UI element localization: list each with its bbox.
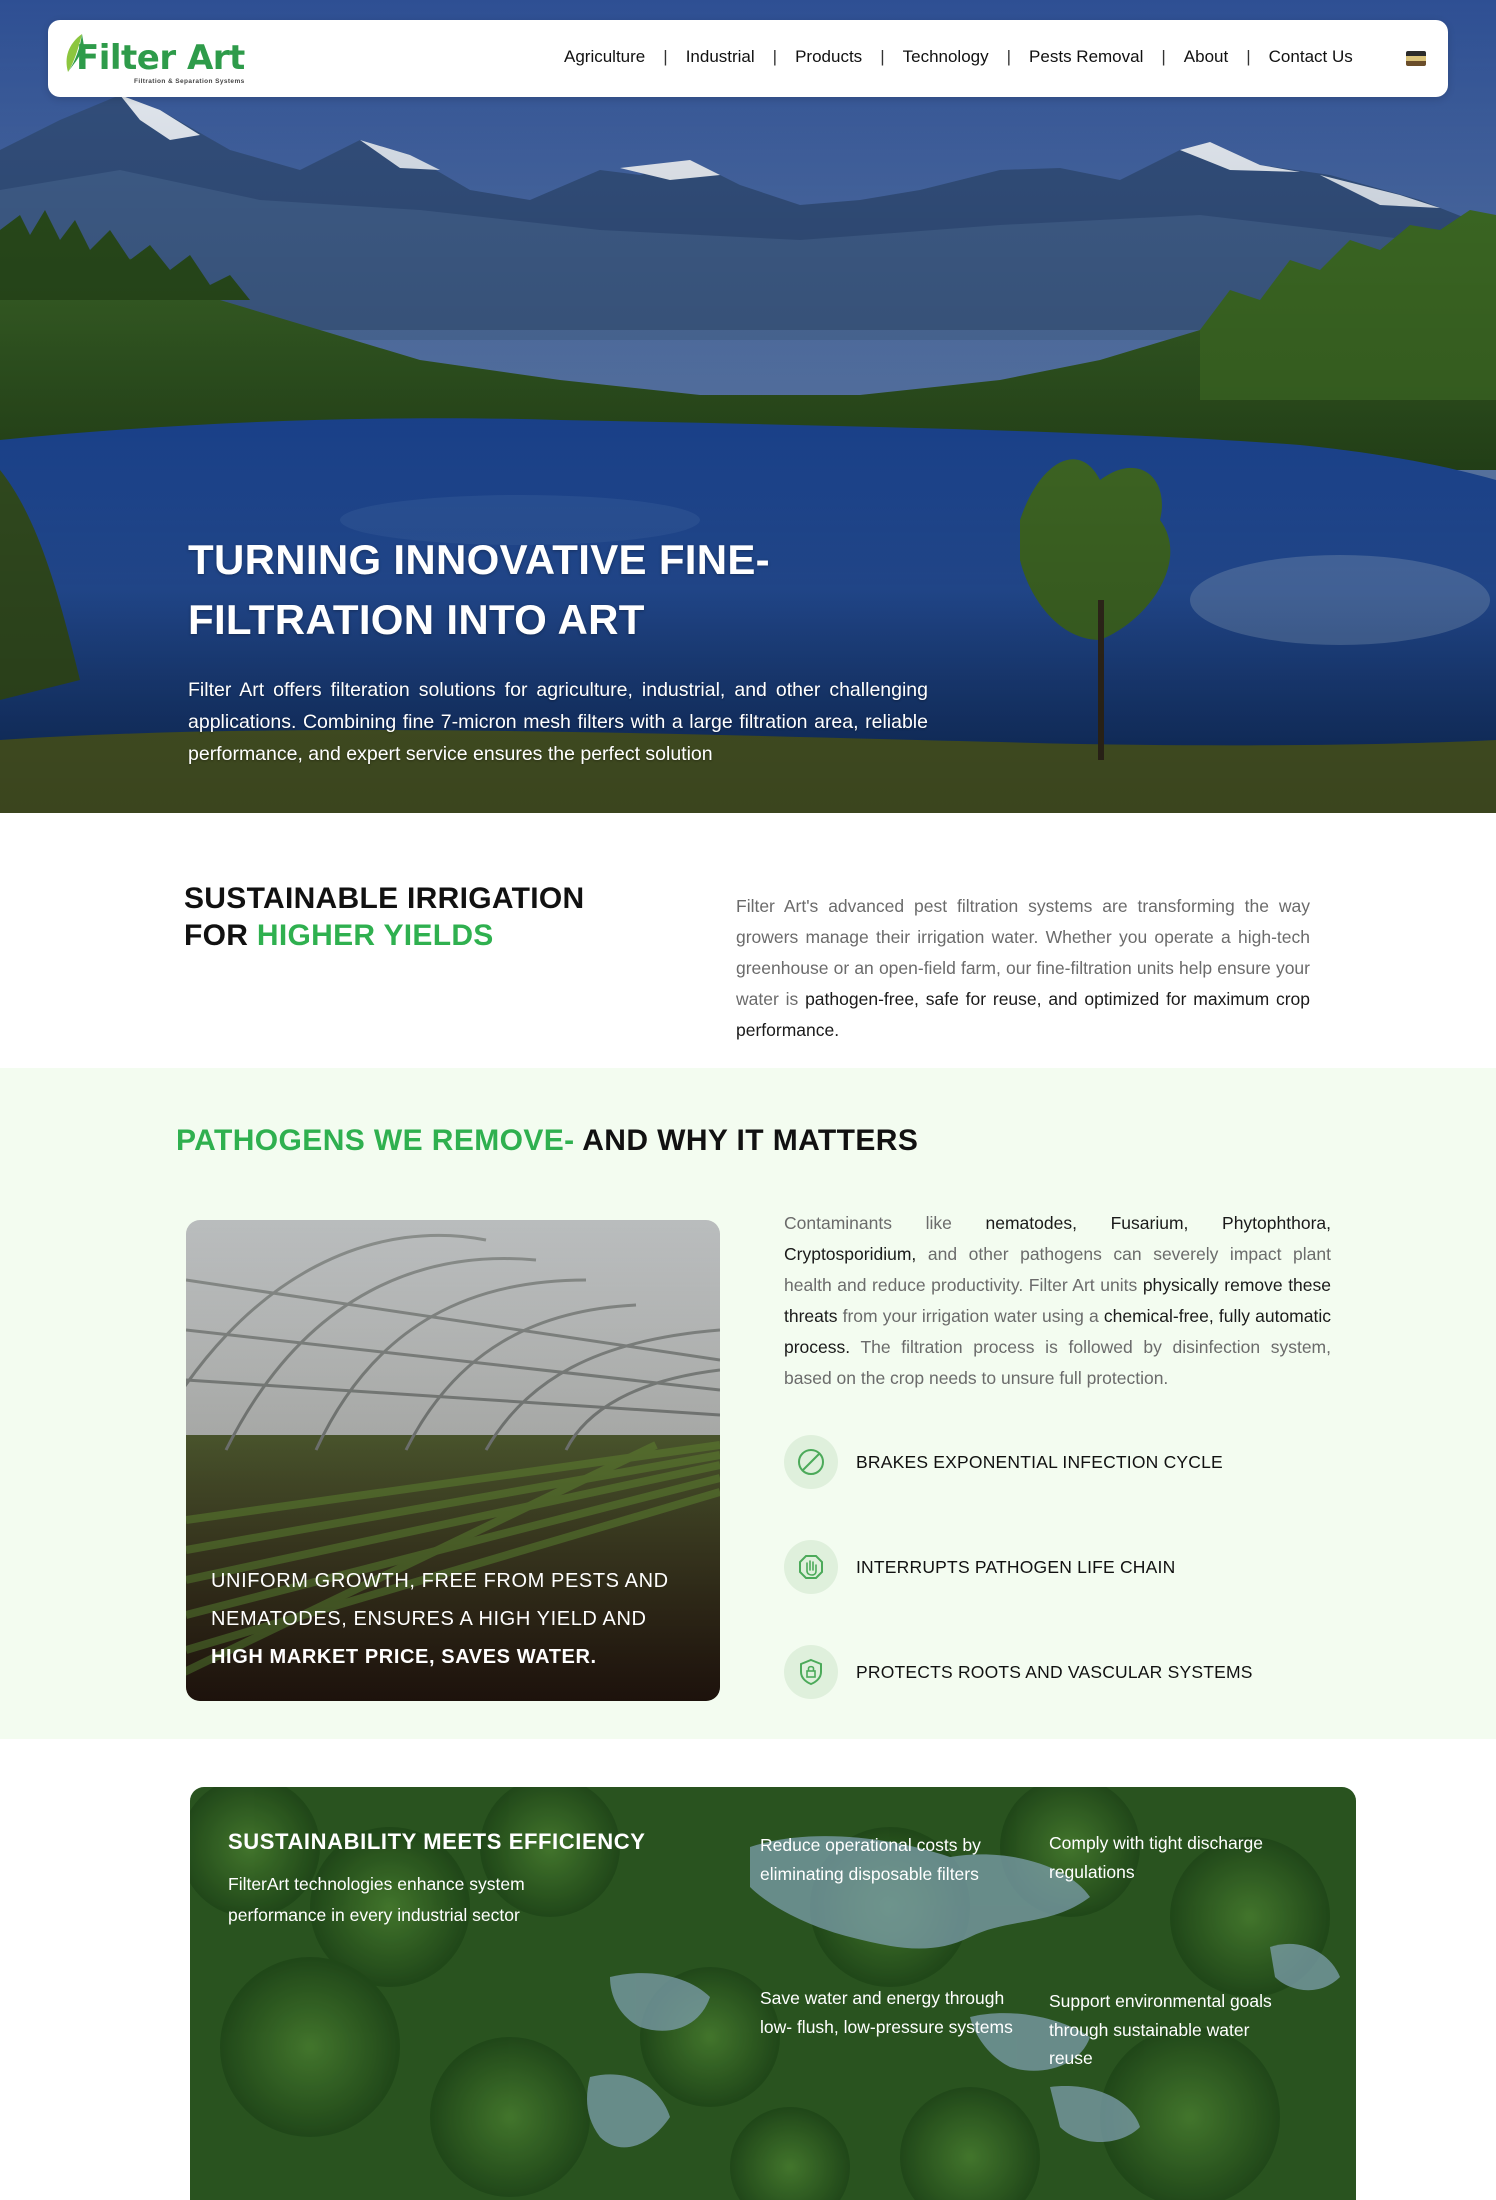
language-flag-icon[interactable] xyxy=(1406,51,1426,66)
sustainability-card xyxy=(190,1787,1356,2200)
irrigation-desc-text: Filter Art's advanced pest filtration systems are transforming the way growers manage their irrigation water. Whether you operate a high-tech greenhouse or an open-field farm, our fine-filtration units help ensure your water is xyxy=(736,896,1310,1009)
irrigation-title xyxy=(184,880,584,954)
brand-logo[interactable] xyxy=(58,28,258,90)
nav-separator: | xyxy=(880,47,885,66)
nav-item-agriculture[interactable]: Agriculture xyxy=(564,47,646,66)
desc-text: and other pathogens can severely impact plant health and reduce productivity. Filter Art units xyxy=(784,1244,1331,1295)
nav-item-pests-removal[interactable]: Pests Removal xyxy=(1029,47,1144,66)
pathogens-title xyxy=(176,1124,918,1158)
hand-stop-icon xyxy=(784,1540,838,1594)
hero-description: Filter Art offers filteration solutions for agriculture, industrial, and other challenging applications. Combining fine 7-micron mesh filters with a large filtration area, reliable performance, and expert service ensures the perfect solution xyxy=(188,679,928,765)
sustainability-subtitle: FilterArt technologies enhance system performance in every industrial sector xyxy=(228,1874,525,1925)
feature-label: INTERRUPTS PATHOGEN LIFE CHAIN xyxy=(856,1556,1176,1577)
brand-tagline: Filtration & Separation Systems xyxy=(134,78,245,85)
hero-title-line2: FILTRATION INTO ART xyxy=(188,596,645,643)
feature-label: BRAKES EXPONENTIAL INFECTION CYCLE xyxy=(856,1451,1223,1472)
photo-caption-line3: HIGH MARKET PRICE, SAVES WATER. xyxy=(211,1646,597,1668)
desc-text: The filtration process is followed by disinfection system, based on the crop needs to unsure full protection. xyxy=(784,1337,1331,1388)
ban-icon xyxy=(784,1435,838,1489)
desc-strong: chemical-free, fully automatic process. xyxy=(784,1306,1331,1357)
hero-title-line1: TURNING INNOVATIVE FINE- xyxy=(188,536,770,583)
nav-item-industrial[interactable]: Industrial xyxy=(685,47,755,66)
top-navbar xyxy=(48,20,1448,97)
pathogens-title-highlight: PATHOGENS WE REMOVE- xyxy=(176,1124,575,1157)
nav-item-technology[interactable]: Technology xyxy=(902,47,989,66)
sustainability-point: Comply with tight discharge regulations xyxy=(1049,1833,1263,1882)
feature-item xyxy=(784,1435,1223,1489)
irrigation-description xyxy=(736,891,1310,1046)
hero-title xyxy=(188,530,928,650)
irrigation-title-prefix: FOR xyxy=(184,919,257,952)
desc-strong: nematodes, Fusarium, Phytophthora, Cryptosporidium, xyxy=(784,1213,1331,1264)
sustainability-title: SUSTAINABILITY MEETS EFFICIENCY xyxy=(228,1829,646,1854)
photo-caption-line2: NEMATODES, ENSURES A HIGH YIELD AND xyxy=(211,1608,647,1630)
nav-separator: | xyxy=(1246,47,1251,66)
pathogens-description xyxy=(784,1208,1331,1394)
greenhouse-photo xyxy=(186,1220,720,1701)
irrigation-section xyxy=(0,813,1496,1068)
sustainability-point: Reduce operational costs by eliminating disposable filters xyxy=(760,1835,981,1884)
nav-separator: | xyxy=(1161,47,1166,66)
nav-separator: | xyxy=(1006,47,1012,66)
brand-name: Filter Art xyxy=(76,38,245,78)
pathogens-title-rest: AND WHY IT MATTERS xyxy=(574,1124,919,1157)
sustainability-point: Save water and energy through low- flush, low-pressure systems xyxy=(760,1988,1013,2037)
nav-separator: | xyxy=(663,47,668,66)
main-nav xyxy=(564,47,1353,67)
photo-caption-line1: UNIFORM GROWTH, FREE FROM PESTS AND xyxy=(211,1570,669,1592)
irrigation-title-line1: SUSTAINABLE IRRIGATION xyxy=(184,882,585,915)
hero-section xyxy=(0,0,1496,813)
irrigation-desc-strong: pathogen-free, safe for reuse, and optimized for maximum crop performance. xyxy=(736,989,1311,1040)
feature-item xyxy=(784,1540,1175,1594)
desc-text: from your irrigation water using a xyxy=(837,1306,1104,1326)
nav-item-about[interactable]: About xyxy=(1183,47,1229,66)
photo-caption xyxy=(211,1562,711,1676)
pathogens-section xyxy=(0,1068,1496,1739)
feature-item xyxy=(784,1645,1253,1699)
desc-strong: physically remove these threats xyxy=(784,1275,1332,1326)
hero-content xyxy=(188,530,928,770)
nav-item-products[interactable]: Products xyxy=(795,47,863,66)
nav-separator: | xyxy=(772,47,778,66)
sustainability-point: Support environmental goals through sustainable water reuse xyxy=(1049,1991,1272,2068)
nav-item-contact-us[interactable]: Contact Us xyxy=(1268,47,1353,66)
feature-label: PROTECTS ROOTS AND VASCULAR SYSTEMS xyxy=(856,1661,1253,1682)
desc-text: Contaminants like xyxy=(784,1213,986,1233)
shield-lock-icon xyxy=(784,1645,838,1699)
irrigation-title-highlight: HIGHER YIELDS xyxy=(256,919,494,952)
